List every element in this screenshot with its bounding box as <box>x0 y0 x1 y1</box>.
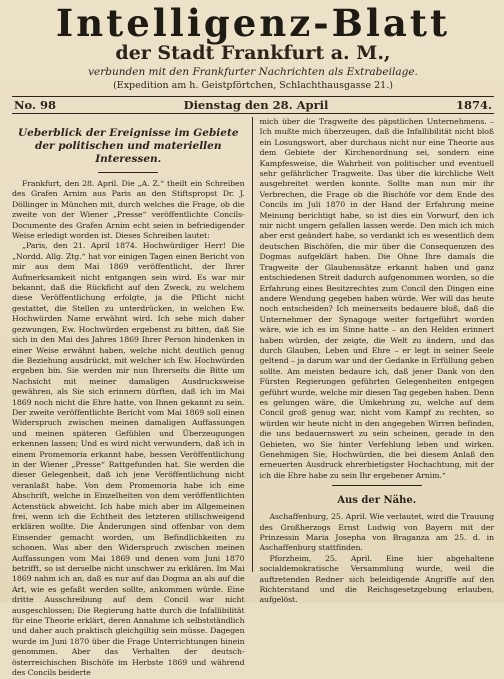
masthead-expedition: (Expedition am h. Geistpförtchen, Schlachthausgasse 21.) <box>113 80 393 91</box>
article-columns <box>12 117 494 678</box>
masthead-subtitle: der Stadt Frankfurt a. M., <box>115 42 391 64</box>
masthead <box>12 0 494 92</box>
section-heading-text: Aus der Nähe. <box>337 495 417 507</box>
section-rule <box>332 485 422 486</box>
right-column <box>253 117 495 605</box>
news-item: Pforzheim, 25. April. Eine hier abgehaltene socialdemokratische Versammlung wurde, weil die auftretenden Redner sich beleidigende Angriffe auf den Richterstand und die Reichsgesetzgebung erlauben, aufgelöst. <box>259 553 494 605</box>
issue-line <box>12 97 494 113</box>
masthead-title: Intelligenz-Blatt <box>55 1 451 45</box>
article-heading: Ueberblick der Ereignisse im Gebiete der politischen und materiellen Interessen. <box>17 127 239 165</box>
issue-date: Dienstag den 28. April <box>183 98 329 112</box>
article-paragraph: „Paris, den 21. April 1874. Hochwürdiger Herr! Die „Nordd. Allg. Ztg.“ hat vor einigen Tagen einen Bericht von mir aus dem Mai 1869 veröffentlicht, der Ihrer Aufmerksamkeit nicht entgangen sein wird. Es war mir bekannt, daß die Rückficht auf den Zweck, zu welchem diese Veröffentlichung erfolgte, ja die Pflicht nicht gestattet, die Stellen zu unterdrücken, in welchen Ew. Hochwürden Name erwähnt wird. Ich sehe mich daher gezwungen, Ew. Hochwürden ergebenst zu bitten, daß Sie sich in den Mai des Jahres 1869 Ihrer Person hindenken in einer Weise erwähnt haben, welche nicht deutlich genug die Beziehung ausdrückt, mit welcher ich Ew. Hochwürden ergeben bin. Sie werden mir nun Ihrerseits die Bitte um Nachsicht mit meiner damaligen Ausdrucksweise gewähren, als Sie sich erinnern dürften, daß ich im Mai 1869 noch nicht die Ehre hatte, von Ihnen gekannt zu sein. Der zweite veröffentlichte Bericht vom Mai 1869 soll einen Widerspruch zwischen meinen damaligen Auffassungen und meinen späteren Gefühlen und Überzeugungen erkennen lassen; Und es wird nicht verwundern, daß ich in einem Promemoria erkannt habe, bessen Veröffentlichung in der Wiener „Presse“ Rattgefunden hat. Sie werden die dieser Gelegenheit, daß ich jene Veröffentlichung nicht veranlaßt habe. Von dem Promemoria habe ich eine Abschrift, welche in Einzelheiten von dem veröffentlichten Actenstück abweicht. Ich habe mich aber im Allgemeinen frei, wenn ich die Echtheit des letzteren stillschweigend erklären wollte. Die Änderungen sind offenbar von dem Einsender gemacht worden, um Befindlichkeiten zu schonen. Was aber den Widerspruch zwischen meinen Auffassungen vom Mai 1869 und denen vom Juni 1870 betrifft, so ist derselbe nicht unschwer zu erklären. Im Mai 1869 nahm ich an, daß es nur auf das Dogma an als auf die Art, wie es gefaßt werden sollte, ankommen würde. Eine dritte Ausschreibung auf dem Concil war nicht ausgeschlossen; Die Regierung hatte durch die Infallibilität für eine Theorie erklärt, deren Annahme ich selbstständlich und daher auch praktisch gleichgiltig sein müsse. Dagegen wurde im Juni 1870 über die Frage Unterrichtungen hinein genommen. Aber das Verhalten der deutsch-österreichischen Bischöfe im Herbste 1869 und während des Concils beiderte <box>12 241 245 678</box>
issue-number: No. 98 <box>14 98 56 112</box>
issue-year: 1874. <box>455 98 492 112</box>
heading-rule <box>98 172 158 173</box>
news-item: Aschaffenburg, 25. April. Wie verlautet, wird die Trauung des Großherzogs Ernst Ludwig von Bayern mit der Prinzessin Maria Josepha von Braganza am 25. d. in Aschaffenburg stattfinden. <box>259 512 494 553</box>
left-column <box>12 117 252 678</box>
article-paragraph: Frankfurt, den 28. April. Die „A. Z.“ theilt ein Schreiben des Grafen Arnim aus Paris an den Stiftspropst Dr. J. Döllinger in München mit, durch welches die Frage, ob die zweite von der Wiener „Presse“ veröffentlichte Concils-Documente des Grafen Arnim echt seien in befriedigender Weise erledigt worden ist. Dieses Schreiben lautet: <box>12 179 245 241</box>
header-rule-bottom <box>12 113 494 114</box>
article-paragraph: mich über die Tragweite des päpstlichen Unternehmens. – Ich mußte mich überzeugen, daß die Infallibilität nicht bloß ein Losungswort, aber durchaus nicht nur eine Theorie aus dem Gebiete der Kirchenordnung sei, sondern eine Kampfesweise, die Wahrheit von politischer und eventuell sehr gefährlicher Tragweite. Das über die kirchliche Welt ausgebreitet werden konnte. Sollte man nun mir ihr Verbrechen, die Frage ob die Bischöfe vor dem Ende des Concils im Juli 1870 in der Hand der Erfahrung meine Meinung berichtigt habe, so ist dies ein Vorwurf, den ich mir nicht ungern gefallen lassen werde. Den mich ich mich aber erst geändert habe, so verdankt ich es wesentlich dem deutschen Bischöfen, die mir über die Consequenzen des Dogmas aufgeklärt haben. Die Ohne Ihre damals die Tragweite der Glaubenssätze erkannt haben und ganz entschiedenen Streit dadurch aufgenommen worden, so die Erfahrung eines Besitzrechtes zum Concil den Dingen eine andere Wendung gegeben haben würde. Wer will das heute noch entscheiden? Ich meinerseits bedauere bloß, daß die Unternehmer der Synagoge weiter fortgeführt worden wäre, wie ich es im Sinne hatte – an den Helden erinnert haben würden, der zeigte, die Welt zu ändern, und das durch Glauben, Leben und Ehre – er legt in seiner Seele geltend – ja darum war und der Gedanke in Erfüllung geben sollte. Am meisten bedaure ich, daß jener Dank von den Fürsten Regierungen geführten Gelegenheiten entgegen geführt wurde, welche mir diesen Tag gegeben haben. Denn es gelungen wäre, die Umkehrung zu, welche auf dem Concil groß genug war, nicht vom Kampf zu rechten, so würden wir heute nicht in den angegeben Wirren befinden, die uns bedauernswert zu sein scheinen, gerade in den Gebieten, wo Sie hinter Verfehlung leben und wirken. Genehmigen Sie, Hochwürden, die bei diesem Anlaß den erneuerten Ausdruck ehrerbietigster Hochachtung, mit der ich die Ehre habe zu sein Ihr ergebener Arnim.“ <box>259 117 494 480</box>
masthead-association: verbunden mit den Frankfurter Nachrichten als Extrabeilage. <box>88 66 418 78</box>
section-heading <box>260 494 495 508</box>
